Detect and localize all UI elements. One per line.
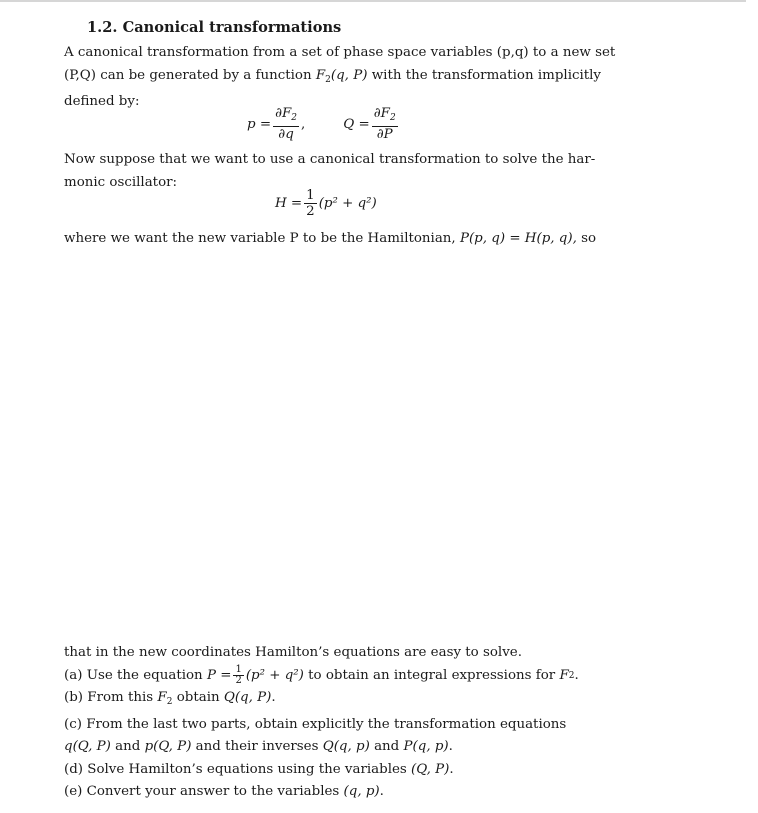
eq-q-fraction — [372, 106, 398, 142]
hamiltonian-text: where we want the new variable P to be the Hamiltonian, — [64, 231, 460, 246]
part-e-text: (e) Convert your answer to the variables — [64, 784, 344, 799]
eq-q-denominator: ∂P — [376, 127, 393, 142]
part-e-math: (q, p) — [343, 784, 380, 799]
eq-q-num-text: ∂F — [373, 106, 390, 121]
part-d — [64, 759, 604, 782]
part-b — [64, 687, 604, 714]
part-e-period: . — [379, 784, 384, 799]
eq-h-lhs: H = — [275, 196, 303, 211]
part-a-text: (a) Use the equation — [64, 667, 207, 683]
intro-text: (P,Q) can be generated by a function — [64, 67, 316, 83]
part-b-math: Q(q, P) — [223, 690, 272, 705]
part-c-math-1: q(Q, P) — [64, 739, 111, 754]
hamiltonian-paragraph — [64, 228, 604, 251]
part-d-period: . — [449, 761, 454, 777]
part-a-frac-num: 1 — [235, 664, 242, 676]
top-rule — [0, 0, 746, 2]
eq-p-lhs: p = — [247, 116, 272, 132]
part-a-math-lhs: P = — [206, 667, 232, 683]
eq-h-fraction — [304, 188, 317, 219]
eq-q-num-sub: 2 — [389, 113, 396, 123]
eq-h-numerator: 1 — [306, 188, 315, 203]
equation-hamiltonian — [275, 188, 377, 219]
easy-to-solve-line: that in the new coordinates Hamilton’s equations are easy to solve. — [64, 645, 522, 660]
intro-paragraph — [64, 42, 616, 114]
eq-q-numerator — [372, 106, 398, 127]
oscillator-line-1: Now suppose that we want to use a canonical transformation to solve the har- — [64, 152, 596, 167]
part-a-function: F — [559, 667, 569, 683]
eq-p-fraction — [273, 106, 299, 142]
part-c-math-4: P(q, p) — [403, 739, 449, 754]
intro-line-2 — [64, 65, 604, 92]
oscillator-line-2: monic oscillator: — [64, 174, 178, 190]
section-number: 1.2. — [87, 19, 118, 36]
eq-comma: , — [301, 116, 306, 132]
part-a-frac-den: 2 — [235, 675, 242, 687]
part-c-math-3: Q(q, p) — [322, 739, 370, 754]
eq-p-denominator: ∂q — [278, 127, 294, 142]
part-e — [64, 781, 604, 804]
part-c-text-1: and — [110, 739, 145, 754]
eq-p-num-text: ∂F — [275, 106, 292, 121]
intro-line-3: defined by: — [64, 94, 140, 109]
hamiltonian-line — [64, 228, 604, 251]
part-a — [64, 665, 604, 688]
part-c-line-2 — [64, 736, 604, 759]
eq-h-denominator: 2 — [306, 204, 315, 219]
part-a-text-end: to obtain an integral expressions for — [303, 667, 560, 683]
part-c-math-2: p(Q, P) — [144, 739, 192, 754]
hamiltonian-text-end: so — [576, 231, 597, 246]
part-b-function: F — [157, 690, 167, 705]
section-title: Canonical transformations — [122, 19, 342, 36]
part-c-period: . — [448, 739, 453, 754]
function-subscript: 2 — [325, 74, 331, 85]
section-heading — [87, 19, 341, 36]
part-a-function-sub: 2 — [568, 670, 575, 681]
eq-p-numerator — [273, 106, 299, 127]
part-b-text: (b) From this — [64, 690, 158, 705]
part-a-period: . — [574, 667, 579, 683]
part-b-text-mid: obtain — [172, 690, 224, 705]
hamiltonian-math: P(p, q) = H(p, q), — [459, 231, 577, 246]
part-c-text-3: and — [369, 739, 404, 754]
part-a-fraction — [233, 665, 243, 686]
part-c-text-2: and their inverses — [191, 739, 323, 754]
part-d-text: (d) Solve Hamilton’s equations using the variables — [64, 761, 412, 777]
eq-h-rhs: (p² + q²) — [318, 196, 377, 211]
equation-transform — [247, 106, 400, 142]
part-c-line-1: (c) From the last two parts, obtain explicitly the transformation equations — [64, 716, 567, 732]
intro-text-end: with the transformation implicitly — [367, 67, 601, 83]
eq-q-lhs: Q = — [343, 116, 370, 132]
function-f: F — [315, 67, 326, 83]
part-b-period: . — [271, 690, 276, 705]
exercise-parts — [64, 642, 604, 804]
eq-p-num-sub: 2 — [291, 113, 298, 123]
part-d-math: (Q, P) — [411, 761, 450, 777]
intro-line-1: A canonical transformation from a set of phase space variables (p,q) to a new set — [64, 45, 616, 60]
part-b-function-sub: 2 — [166, 697, 173, 707]
part-a-math-rhs: (p² + q²) — [245, 667, 304, 683]
function-args: (q, P) — [330, 67, 368, 83]
